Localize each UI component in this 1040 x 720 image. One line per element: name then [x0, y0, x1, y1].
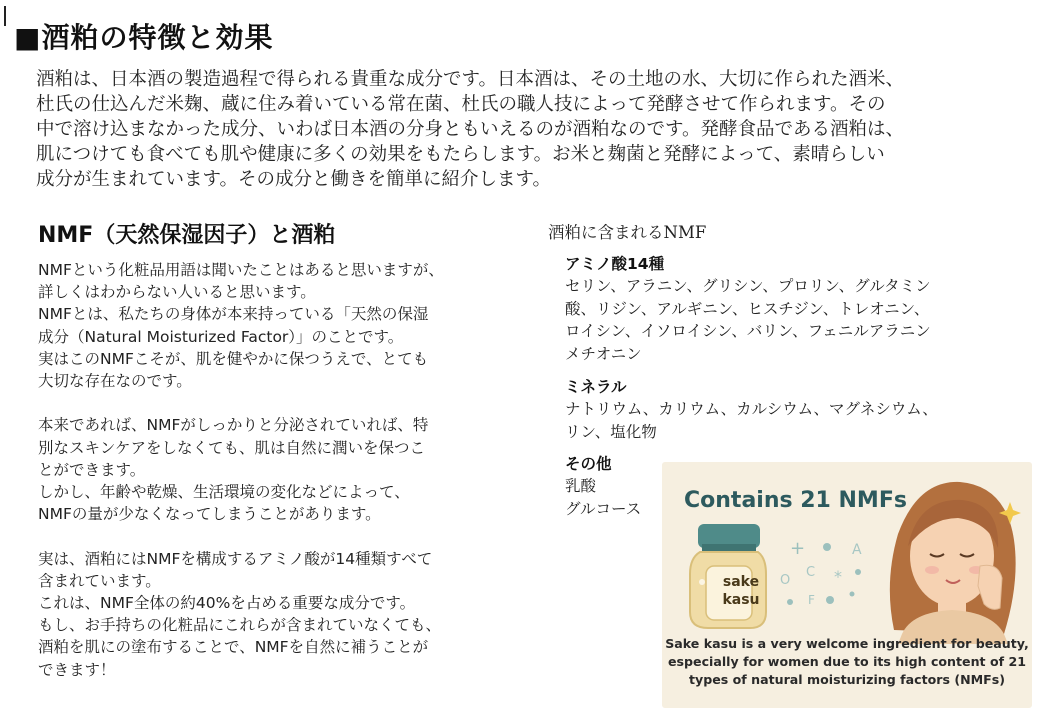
body-line — [38, 525, 538, 547]
category-title: ミネラル — [565, 378, 627, 396]
body-line: NMFという化粧品用語は聞いたことはあると思いますが、 — [38, 261, 444, 279]
page-title: ■酒粕の特徴と効果 — [14, 21, 274, 54]
body-line: 実は、酒粕にはNMFを構成するアミノ酸が14種類すべて — [38, 549, 433, 568]
category-line: ナトリウム、カリウム、カルシウム、マグネシウム、 — [565, 400, 938, 419]
body-line: 本来であれば、NMFがしっかりと分泌されていれば、特 — [38, 416, 429, 435]
body-line: 成分（Natural Moisturized Factor）」のことです。 — [38, 327, 404, 346]
category-title: アミノ酸14種 — [565, 255, 665, 273]
floating-letter: C — [806, 565, 816, 580]
category-line: セリン、アラニン、グリシン、プロリン、グルタミン — [565, 277, 931, 296]
body-line: できます！ — [38, 660, 116, 679]
category-line: リン、塩化物 — [565, 422, 657, 441]
category-line: 乳酸 — [565, 477, 597, 496]
jar-label-line: kasu — [722, 592, 760, 608]
category-line: グルコース — [565, 499, 642, 518]
category-line: メチオニン — [565, 344, 642, 363]
body-line: これは、NMF全体の約40%を占める重要な成分です。 — [38, 594, 416, 613]
body-line: 含まれています。 — [38, 571, 161, 590]
intro-line: 肌につけても食べても肌や健康に多くの効果をもたらします。お米と麹菌と発酵によって、素晴らしい — [36, 144, 885, 165]
jar-label-line: sake — [722, 574, 760, 590]
body-line: NMFとは、私たちの身体が本来持っている「天然の保湿 — [38, 305, 429, 324]
category-line: ロイシン、イソロイシン、バリン、フェニルアラニン — [565, 322, 931, 341]
intro-line: 中で溶け込まなかった成分、いわば日本酒の分身ともいえるのが酒粕なのです。発酵食品である酒粕は、 — [36, 119, 905, 140]
left-edge-bar — [4, 6, 6, 26]
body-line — [38, 392, 538, 414]
body-line: とができます。 — [38, 460, 146, 479]
caption-line: Sake kasu is a very welcome ingredient for beauty, — [665, 636, 1029, 651]
nmf-explanation — [38, 259, 538, 681]
body-line: NMFの量が少なくなってしまうことがあります。 — [38, 505, 381, 524]
illustration-caption — [662, 635, 1032, 689]
category-title: その他 — [565, 455, 612, 473]
intro-line: 杜氏の仕込んだ米麹、蔵に住み着いている常在菌、杜氏の職人技によって発酵させて作られます。その — [36, 94, 886, 115]
svg-text:*: * — [834, 567, 842, 586]
intro-paragraph — [36, 67, 1036, 192]
sparkle-icons — [780, 538, 862, 607]
caption-line: types of natural moisturizing factors (NMFs) — [688, 672, 1006, 687]
body-line: 酒粕を肌にの塗布することで、NMFを自然に補うことが — [38, 638, 429, 657]
floating-letter: O — [780, 573, 791, 588]
body-line: もし、お手持ちの化粧品にこれらが含まれていなくても、 — [38, 616, 442, 635]
caption-line: especially for women due to its high content of 21 — [667, 654, 1026, 669]
body-line: 詳しくはわからない人いると思います。 — [38, 283, 316, 302]
sake-kasu-illustration — [662, 462, 1032, 708]
floating-letter: F — [808, 593, 815, 607]
body-line: 大切な存在なのです。 — [38, 372, 192, 391]
illustration-title: Contains 21 NMFs — [684, 488, 907, 513]
body-line: 実はこのNMFこそが、肌を健やかに保つうえで、とても — [38, 349, 429, 368]
svg-text:+: + — [790, 538, 806, 559]
body-line: 別なスキンケアをしなくても、肌は自然に潤いを保つこ — [38, 438, 426, 457]
mineral-list — [565, 376, 938, 443]
nmf-list-caption: 酒粕に含まれるNMF — [548, 223, 707, 242]
intro-line: 酒粕は、日本酒の製造過程で得られる貴重な成分です。日本酒は、その土地の水、大切に作られた酒米、 — [36, 69, 905, 90]
category-line: 酸、リジン、アルギニン、ヒスチジン、トレオニン、 — [565, 299, 930, 318]
floating-letter: A — [852, 542, 862, 558]
intro-line: 成分が生まれています。その成分と働きを簡単に紹介します。 — [36, 169, 552, 190]
woman-illustration — [890, 482, 1021, 644]
other-list — [565, 453, 641, 520]
amino-acid-list — [565, 253, 931, 365]
section-heading-nmf: NMF（天然保湿因子）と酒粕 — [38, 223, 336, 248]
body-line: しかし、年齢や乾燥、生活環境の変化などによって、 — [38, 483, 410, 502]
